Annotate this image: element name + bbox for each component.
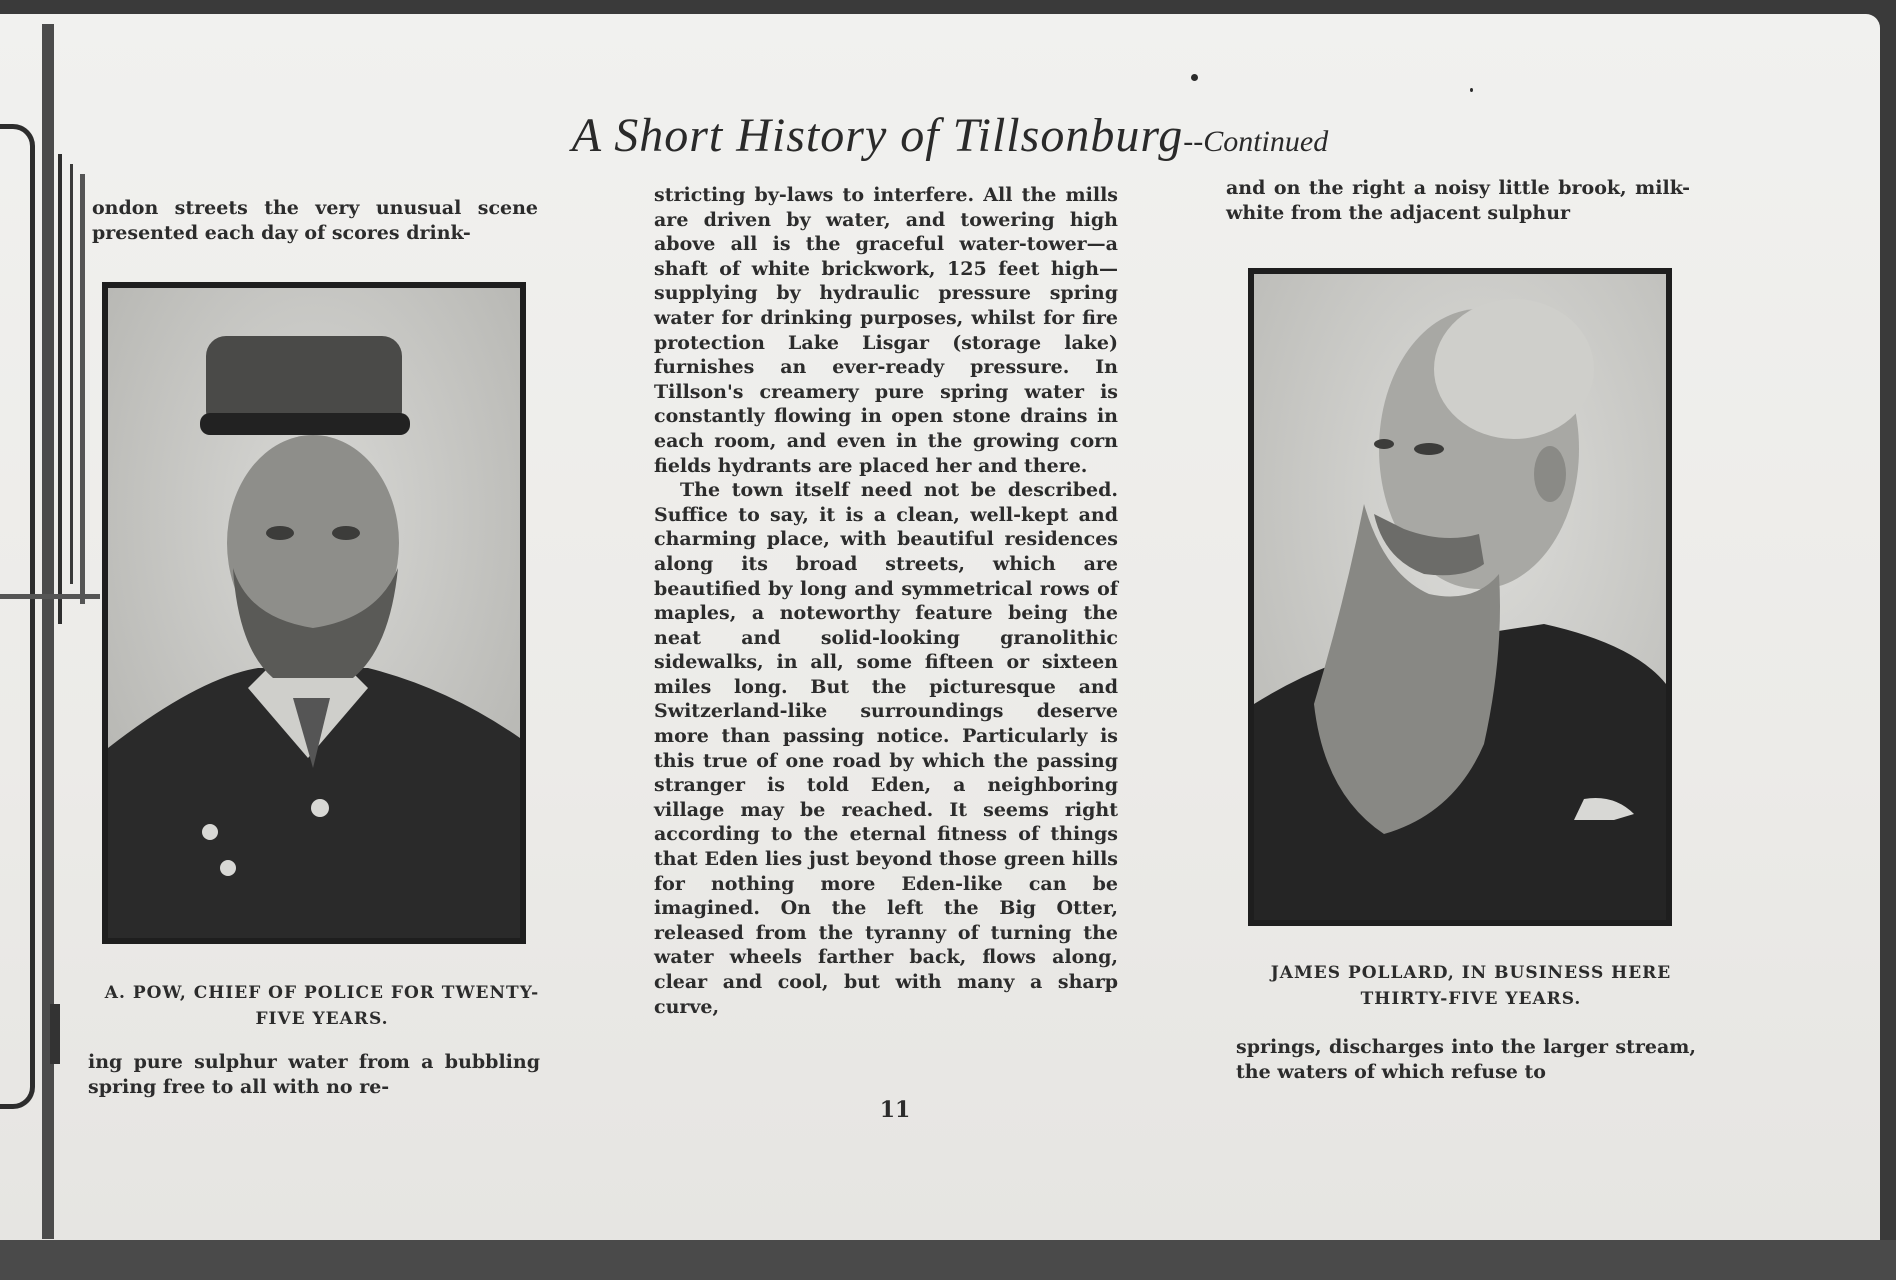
scanner-bottom-edge	[0, 1240, 1896, 1280]
continued-label: --Continued	[1183, 125, 1329, 158]
page-number: 11	[879, 1097, 911, 1123]
left-column-text-top: ondon streets the very unusual scene presented each day of scores drink-	[92, 197, 538, 244]
james-pollard-portrait	[1254, 274, 1666, 920]
left-column-text-bottom: ing pure sulphur water from a bubbling spring free to all with no re-	[88, 1051, 540, 1098]
scanner-top-edge	[0, 0, 1896, 14]
james-pollard-caption: JAMES POLLARD, IN BUSINESS HERE THIRTY-FIVE YEARS.	[1270, 963, 1672, 1009]
middle-paragraph-1: stricting by-laws to interfere. All the mills are driven by water, and towering high above all is the graceful water-tower—a shaft of white brickwork, 125 feet high—supplying by hydraulic pressure spring water for drinking purposes, whilst for fire protection Lake Lisgar (storage lake) furnishes an ever-ready pressure. In Tillson's creamery pure spring water is constantly flowing in open stone drains in each room, and even in the growing corn fields hydrants are placed her and there.	[654, 184, 1118, 477]
portrait-illustration	[1254, 274, 1666, 920]
right-column-text-bottom: springs, discharges into the larger stream, the waters of which refuse to	[1236, 1036, 1696, 1083]
page-title: A Short History of Tillsonburg	[571, 109, 1184, 162]
portrait-illustration	[108, 288, 520, 938]
book-binding	[0, 14, 100, 1240]
binding-clip	[0, 124, 35, 1109]
binding-tape	[0, 594, 100, 599]
middle-column-text	[654, 183, 1118, 1019]
spine-thread	[70, 164, 73, 584]
print-speck	[1191, 74, 1198, 81]
middle-paragraph-2: The town itself need not be described. Suffice to say, it is a clean, well-kept and charming place, with beautiful residences along its broad streets, which are beautified by long and symmetrical rows of maples, a noteworthy feature being the neat and solid-looking granolithic sidewalks, in all, some fifteen or sixteen miles long. But the picturesque and Switzerland-like surroundings deserve more than passing notice. Particularly is this true of one road by which the passing stranger is told Eden, a neighboring village may be reached. It seems right according to the eternal fitness of things that Eden lies just beyond those green hills for nothing more Eden-like can be imagined. On the left the Big Otter, released from the tyranny of turning the water wheels farther back, flows along, clear and cool, but with many a sharp curve,	[654, 479, 1118, 1018]
spine-thread	[58, 154, 62, 624]
binding-stitch	[50, 1004, 60, 1064]
print-speck	[1470, 88, 1473, 92]
chief-of-police-portrait	[108, 288, 520, 938]
chief-of-police-photo	[102, 282, 526, 944]
page-edge	[80, 174, 85, 604]
running-head	[300, 108, 1600, 163]
james-pollard-photo	[1248, 268, 1672, 926]
right-column-text-top: and on the right a noisy little brook, milk-white from the adjacent sulphur	[1226, 177, 1690, 224]
chief-of-police-caption: A. POW, CHIEF OF POLICE FOR TWENTY-FIVE YEARS.	[104, 983, 540, 1029]
